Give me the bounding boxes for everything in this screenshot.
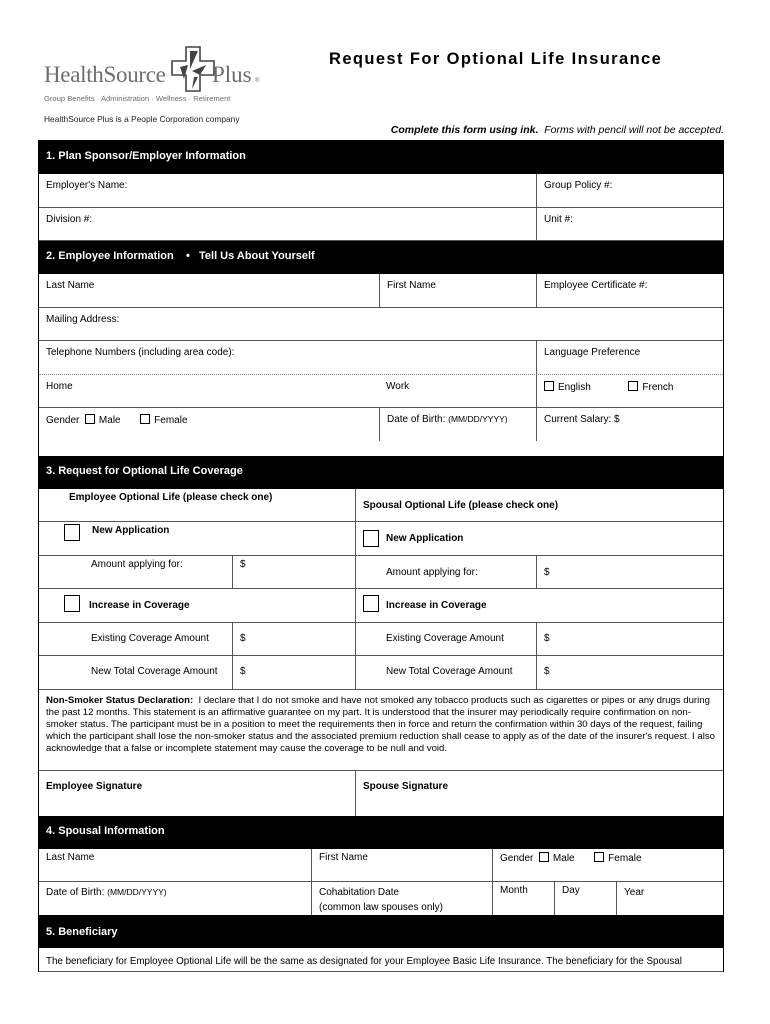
existing-coverage-row (39, 623, 723, 656)
spousal-increase-label: Increase in Coverage (386, 600, 487, 611)
section-5-header: 5. Beneficiary (39, 915, 723, 948)
section-3-header: 3. Request for Optional Life Coverage (39, 456, 723, 489)
mailing-address-label: Mailing Address: (46, 314, 120, 325)
spousal-new-app-checkbox[interactable] (363, 530, 379, 547)
division-label: Division #: (46, 214, 93, 225)
female-label: Female (154, 415, 188, 426)
mailing-address-field[interactable] (39, 308, 725, 340)
language-pref-label: Language Preference (536, 341, 725, 374)
employee-existing-dollar: $ (240, 633, 246, 644)
employee-increase-label: Increase in Coverage (89, 600, 190, 611)
logo-registered: ® (255, 78, 260, 84)
group-policy-label: Group Policy #: (544, 180, 613, 191)
month-label: Month (500, 885, 528, 896)
division-field[interactable] (39, 208, 536, 240)
cohabitation-date (311, 882, 492, 915)
employee-amount-dollar: $ (240, 559, 246, 570)
coverage-header-row (39, 489, 723, 522)
group-policy-field[interactable] (536, 174, 725, 207)
spouse-female-checkbox[interactable] (594, 852, 604, 862)
french-checkbox[interactable] (628, 381, 638, 391)
section-4-header: 4. Spousal Information (39, 816, 723, 849)
non-smoker-text: I declare that I do not smoke and have not smoked any tobacco products such as cigarettes or pipes or any drugs during the past 12 months. This statement is an affirmative guarantee on my part. It is understood that the insurer may periodically require confirmation on non-smoker status. The participant must be in a position to meet the requirements then in force and return the confirmation within 30 days of the request, failing which the participant shall lose the non-smoker status and the associated premium reduction shall cease to apply as of the date of the insurer's request. I also acknowledge that a false or incomplete statement may cause the coverage to be null and void. (46, 695, 715, 754)
spousal-increase (355, 589, 725, 622)
spacer (39, 441, 723, 456)
spousal-new-total-dollar: $ (544, 666, 550, 677)
home-label: Home (46, 381, 73, 392)
employee-optional-header: Employee Optional Life (please check one) (69, 492, 273, 503)
last-name-field[interactable] (39, 274, 379, 307)
cohab-year-field[interactable] (616, 882, 725, 915)
beneficiary-row (39, 948, 723, 972)
spouse-last-name-label: Last Name (46, 852, 95, 863)
logo-name: HealthSource (44, 62, 166, 87)
corporation-line: HealthSource Plus is a People Corporation company (44, 114, 240, 124)
spousal-existing-dollar: $ (544, 633, 550, 644)
spouse-female-label: Female (608, 853, 642, 864)
first-name-field[interactable] (379, 274, 536, 307)
non-smoker-declaration (39, 690, 723, 771)
telephone-label: Telephone Numbers (including area code): (46, 347, 235, 358)
english-checkbox[interactable] (544, 381, 554, 391)
phone-numbers-row (39, 375, 723, 408)
dob-field[interactable] (379, 408, 536, 441)
salary-field[interactable] (536, 408, 725, 441)
spousal-new-total-field[interactable] (536, 656, 725, 689)
employer-name-label: Employer's Name: (46, 180, 128, 191)
spousal-existing-field[interactable] (536, 623, 725, 655)
certificate-label: Employee Certificate #: (544, 280, 648, 291)
company-logo (44, 45, 304, 125)
employee-existing-label: Existing Coverage Amount (91, 633, 209, 644)
employee-new-total-field[interactable] (232, 656, 355, 689)
employee-amount-label: Amount applying for: (91, 559, 183, 570)
employee-name-row (39, 274, 723, 308)
insurance-form (38, 140, 724, 972)
french-label: French (642, 382, 674, 393)
employee-new-total-dollar: $ (240, 666, 246, 677)
employer-row (39, 174, 723, 208)
spousal-amount-field[interactable] (536, 556, 725, 588)
spouse-last-name-field[interactable] (39, 849, 311, 881)
telephone-row (39, 341, 723, 375)
spouse-dob-field[interactable] (39, 882, 311, 915)
spouse-male-label: Male (552, 853, 575, 864)
unit-label: Unit #: (544, 214, 573, 225)
employee-new-application (39, 522, 355, 555)
work-label: Work (386, 381, 410, 392)
work-phone-field[interactable] (379, 375, 536, 407)
section-2-header: 2. Employee Information • Tell Us About Yourself (39, 241, 723, 274)
first-name-label: First Name (387, 280, 436, 291)
spouse-signature-field[interactable] (355, 771, 725, 816)
logo-cross-icon (170, 45, 216, 93)
spouse-dob-format: (MM/DD/YYYY) (107, 887, 167, 897)
spouse-gender-label: Gender (500, 853, 534, 864)
section-1-header: 1. Plan Sponsor/Employer Information (39, 141, 723, 174)
home-phone-field[interactable] (39, 375, 379, 407)
spouse-male-checkbox[interactable] (539, 852, 549, 862)
year-label: Year (624, 887, 645, 898)
employee-new-total-label: New Total Coverage Amount (91, 666, 218, 677)
day-label: Day (562, 885, 580, 896)
spousal-new-total-label: New Total Coverage Amount (355, 656, 536, 689)
spouse-dob-label: Date of Birth: (46, 887, 105, 898)
salary-label: Current Salary: $ (544, 414, 620, 425)
ink-note-rest: Forms with pencil will not be accepted. (544, 124, 724, 136)
gender-label: Gender (46, 415, 80, 426)
employee-signature-field[interactable] (39, 771, 355, 816)
unit-field[interactable] (536, 208, 725, 240)
non-smoker-title: Non-Smoker Status Declaration: (46, 695, 194, 706)
employee-increase-checkbox[interactable] (64, 595, 80, 612)
spouse-first-name-label: First Name (319, 852, 368, 863)
employee-amount-field[interactable] (232, 556, 355, 588)
increase-row (39, 589, 723, 623)
employee-new-app-checkbox[interactable] (64, 524, 80, 541)
logo-tagline: Group Benefits · Administration · Wellness · Retirement (44, 94, 231, 103)
last-name-label: Last Name (46, 280, 95, 291)
employee-increase (39, 589, 355, 622)
cohab-month-field[interactable] (492, 882, 554, 915)
spouse-dob-row (39, 882, 723, 915)
new-total-row (39, 656, 723, 690)
spousal-new-app-label: New Application (386, 533, 464, 544)
spousal-optional-header: Spousal Optional Life (please check one) (355, 489, 725, 521)
signature-row (39, 771, 723, 816)
spousal-amount-label: Amount applying for: (355, 556, 536, 588)
spouse-gender-options (492, 849, 725, 881)
male-checkbox[interactable] (85, 414, 95, 424)
division-row (39, 208, 723, 241)
spouse-first-name-field[interactable] (311, 849, 492, 881)
employer-name-field[interactable] (39, 174, 536, 207)
employee-new-app-label: New Application (92, 525, 170, 536)
certificate-field[interactable] (536, 274, 725, 307)
form-title: Request For Optional Life Insurance (329, 50, 663, 68)
dob-format: (MM/DD/YYYY) (448, 414, 508, 424)
cohab-day-field[interactable] (554, 882, 616, 915)
english-label: English (558, 382, 591, 393)
new-application-row (39, 522, 723, 556)
spouse-name-row (39, 849, 723, 882)
spousal-amount-dollar: $ (544, 567, 550, 578)
employee-signature-label: Employee Signature (46, 781, 143, 792)
gender-dob-row (39, 408, 723, 441)
spousal-new-application (355, 522, 725, 555)
male-label: Male (98, 415, 121, 426)
spousal-existing-label: Existing Coverage Amount (355, 623, 536, 655)
spousal-increase-checkbox[interactable] (363, 595, 379, 612)
ink-note (391, 124, 724, 136)
language-options (536, 375, 725, 407)
beneficiary-text: The beneficiary for Employee Optional Life will be the same as designated for your Employee Basic Life Insurance. The beneficiary for the Spousal (46, 956, 682, 967)
mailing-address-row (39, 308, 723, 341)
female-checkbox[interactable] (140, 414, 150, 424)
ink-note-bold: Complete this form using ink. (390, 124, 539, 136)
employee-existing-field[interactable] (232, 623, 355, 655)
gender-options (39, 408, 379, 441)
amount-applying-row (39, 556, 723, 589)
dob-label: Date of Birth: (387, 414, 446, 425)
cohabitation-note: (common law spouses only) (319, 902, 443, 913)
spouse-signature-label: Spouse Signature (363, 781, 449, 792)
logo-plus: Plus (212, 62, 252, 87)
cohabitation-label: Cohabitation Date (319, 887, 400, 898)
